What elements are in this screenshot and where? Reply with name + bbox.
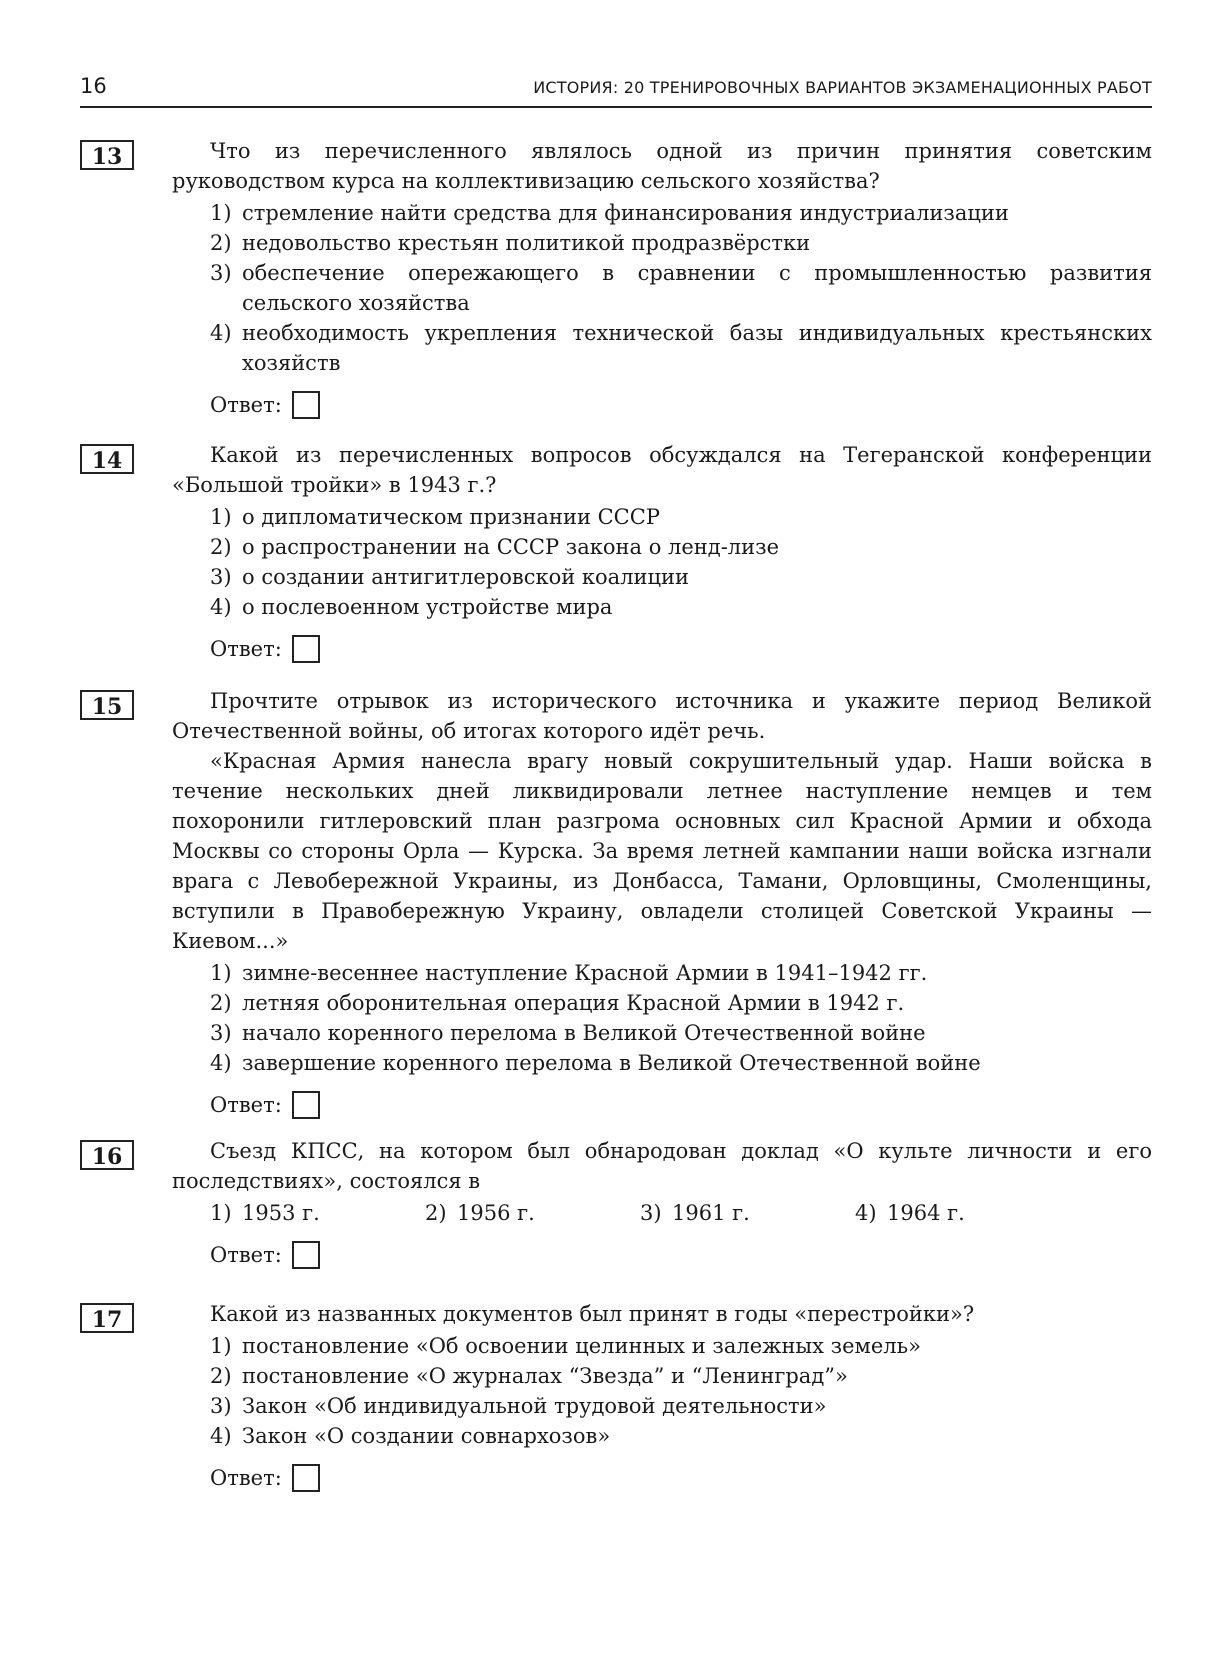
option-4[interactable] (210, 1048, 1152, 1078)
option-number: 2) (210, 535, 232, 559)
option-3[interactable] (210, 562, 1152, 592)
option-number: 4) (210, 595, 232, 619)
option-1[interactable] (210, 502, 1152, 532)
option-3[interactable] (210, 1391, 1152, 1421)
question-text: Какой из перечисленных вопросов обсуждался на Тегеранской конференции «Большой тройки» в 1943 г.? (172, 443, 1152, 497)
options-list (210, 198, 1152, 378)
option-1[interactable] (210, 198, 1152, 228)
option-number: 3) (210, 1394, 232, 1418)
option-text: постановление «Об освоении целинных и залежных земель» (242, 1334, 921, 1358)
option-text: постановление «О журналах “Звезда” и “Ленинград”» (242, 1364, 848, 1388)
options-list (210, 1331, 1152, 1451)
option-text: Закон «Об индивидуальной трудовой деятельности» (242, 1394, 827, 1418)
answer-row (210, 1090, 1152, 1120)
option-text: летняя оборонительная операция Красной Армии в 1942 г. (242, 991, 905, 1015)
option-text: о создании антигитлеровской коалиции (242, 565, 690, 589)
options-list (210, 502, 1152, 622)
option-number: 1) (210, 201, 232, 225)
question-text: Прочтите отрывок из исторического источника и укажите период Великой Отечественной войны, об итогах которого идёт речь. (172, 689, 1152, 743)
answer-label: Ответ: (210, 1243, 282, 1267)
answer-row (210, 390, 1152, 420)
book-title: ИСТОРИЯ: 20 ТРЕНИРОВОЧНЫХ ВАРИАНТОВ ЭКЗАМЕНАЦИОННЫХ РАБОТ (533, 78, 1152, 97)
option-number: 1) (210, 961, 232, 985)
option-3[interactable] (210, 1018, 1152, 1048)
option-3[interactable] (210, 258, 1152, 318)
answer-box[interactable] (292, 1091, 320, 1119)
option-number: 1) (210, 1334, 232, 1358)
option-text: 1956 г. (457, 1201, 535, 1225)
task-number: 16 (80, 1140, 134, 1170)
option-number: 3) (210, 261, 232, 285)
option-text: необходимость укрепления технической базы индивидуальных крестьянских хозяйств (242, 321, 1152, 375)
option-number: 3) (210, 565, 232, 589)
option-number: 1) (210, 1201, 232, 1225)
options-list (210, 958, 1152, 1078)
option-4[interactable] (210, 592, 1152, 622)
option-number: 2) (210, 1364, 232, 1388)
option-text: о дипломатическом признании СССР (242, 505, 660, 529)
option-number: 2) (210, 991, 232, 1015)
option-text: недовольство крестьян политикой продразвёрстки (242, 231, 811, 255)
option-text: 1953 г. (242, 1201, 320, 1225)
answer-label: Ответ: (210, 393, 282, 417)
option-2[interactable] (210, 532, 1152, 562)
option-number: 4) (210, 1424, 232, 1448)
option-1[interactable] (210, 1198, 425, 1228)
answer-row (210, 1463, 1152, 1493)
question-text: Какой из названных документов был принят в годы «перестройки»? (210, 1302, 975, 1326)
option-text: обеспечение опережающего в сравнении с промышленностью развития сельского хозяйства (242, 261, 1152, 315)
answer-box[interactable] (292, 635, 320, 663)
answer-row (210, 1240, 1152, 1270)
source-quote (172, 746, 1152, 956)
task-number: 13 (80, 140, 134, 170)
option-number: 3) (640, 1201, 662, 1225)
task-number: 17 (80, 1303, 134, 1333)
option-3[interactable] (640, 1198, 855, 1228)
option-number: 2) (425, 1201, 447, 1225)
option-2[interactable] (210, 228, 1152, 258)
option-text: Закон «О создании совнархозов» (242, 1424, 611, 1448)
option-text: завершение коренного перелома в Великой Отечественной войне (242, 1051, 981, 1075)
option-text: стремление найти средства для финансирования индустриализации (242, 201, 1009, 225)
option-4[interactable] (855, 1198, 1070, 1228)
option-2[interactable] (425, 1198, 640, 1228)
question-text: Съезд КПСС, на котором был обнародован доклад «О культе личности и его последствиях», состоялся в (172, 1139, 1152, 1193)
option-text: о распространении на СССР закона о ленд-лизе (242, 535, 780, 559)
option-text: о послевоенном устройстве мира (242, 595, 613, 619)
options-list (210, 1198, 1152, 1228)
option-number: 4) (210, 321, 232, 345)
option-text: зимне-весеннее наступление Красной Армии в 1941–1942 гг. (242, 961, 928, 985)
task-number: 14 (80, 444, 134, 474)
page-number: 16 (80, 74, 107, 98)
option-2[interactable] (210, 988, 1152, 1018)
page-header (80, 72, 1152, 108)
option-text: 1964 г. (887, 1201, 965, 1225)
answer-label: Ответ: (210, 637, 282, 661)
option-1[interactable] (210, 958, 1152, 988)
answer-box[interactable] (292, 1464, 320, 1492)
answer-box[interactable] (292, 391, 320, 419)
option-number: 4) (855, 1201, 877, 1225)
option-number: 2) (210, 231, 232, 255)
option-number: 4) (210, 1051, 232, 1075)
option-4[interactable] (210, 318, 1152, 378)
answer-label: Ответ: (210, 1093, 282, 1117)
question-text: Что из перечисленного являлось одной из причин принятия советским руководством курса на коллективизацию сельского хозяйства? (172, 139, 1152, 193)
option-text: начало коренного перелома в Великой Отечественной войне (242, 1021, 926, 1045)
answer-label: Ответ: (210, 1466, 282, 1490)
option-text: 1961 г. (672, 1201, 750, 1225)
option-number: 3) (210, 1021, 232, 1045)
option-2[interactable] (210, 1361, 1152, 1391)
option-number: 1) (210, 505, 232, 529)
quote-text: «Красная Армия нанесла врагу новый сокрушительный удар. Наши войска в течение нескольких дней ликвидировали летнее наступление немцев и тем похоронили гитлеровский план разгрома основных сил Красной Армии и обхода Москвы со стороны Орла — Курска. За время летней кампании наши войска изгнали врага с Левобережной Украины, из Донбасса, Тамани, Орловщины, Смоленщины, вступили в Правобережную Украину, овладели столицей Советской Украины — Киевом...» (172, 749, 1152, 953)
task-number: 15 (80, 690, 134, 720)
option-4[interactable] (210, 1421, 1152, 1451)
answer-box[interactable] (292, 1241, 320, 1269)
answer-row (210, 634, 1152, 664)
option-1[interactable] (210, 1331, 1152, 1361)
